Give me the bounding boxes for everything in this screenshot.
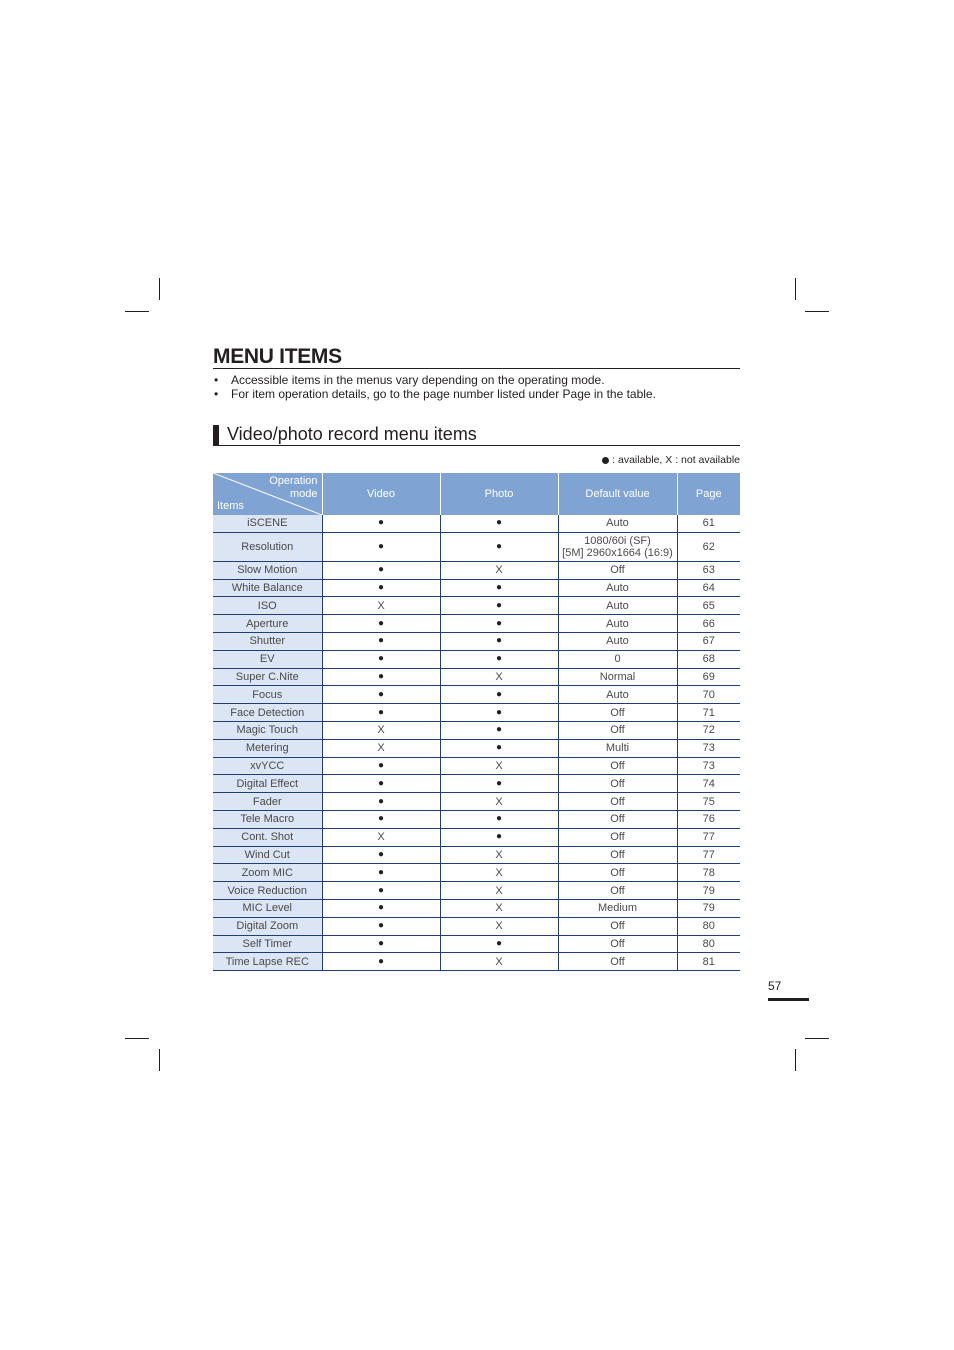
- page-cell: 80: [677, 935, 740, 953]
- page-cell: 79: [677, 882, 740, 900]
- photo-cell: X: [440, 561, 558, 579]
- photo-cell: X: [440, 882, 558, 900]
- video-cell: ●: [322, 846, 440, 864]
- table-body: [213, 515, 740, 971]
- header-default-value: Default value: [558, 473, 677, 515]
- item-cell: White Balance: [213, 579, 322, 597]
- page-cell: 74: [677, 775, 740, 793]
- table-row: [213, 935, 740, 953]
- default-value-cell: Auto: [558, 615, 677, 633]
- page-cell: 72: [677, 721, 740, 739]
- photo-cell: ●: [440, 579, 558, 597]
- table-row: [213, 704, 740, 722]
- page-cell: 65: [677, 597, 740, 615]
- default-value-cell: Auto: [558, 515, 677, 532]
- default-value-line: [5M] 2960x1664 (16:9): [562, 546, 673, 559]
- table-row: [213, 561, 740, 579]
- table-row: [213, 757, 740, 775]
- photo-cell: ●: [440, 615, 558, 633]
- bullet-icon: •: [214, 387, 219, 401]
- page-cell: 69: [677, 668, 740, 686]
- crop-mark: [795, 278, 796, 300]
- default-value-cell: Off: [558, 793, 677, 811]
- table-row: [213, 597, 740, 615]
- table-row: [213, 899, 740, 917]
- table-row: [213, 515, 740, 532]
- crop-mark: [125, 311, 149, 312]
- video-cell: ●: [322, 704, 440, 722]
- header-operation: Operation: [269, 475, 318, 487]
- page-cell: 73: [677, 739, 740, 757]
- table-row: [213, 650, 740, 668]
- crop-mark: [805, 311, 829, 312]
- video-cell: ●: [322, 917, 440, 935]
- header-page: Page: [677, 473, 740, 515]
- menu-items-table: [213, 473, 740, 971]
- item-cell: Aperture: [213, 615, 322, 633]
- header-items-mode: [213, 473, 322, 515]
- default-value-cell: Auto: [558, 579, 677, 597]
- video-cell: X: [322, 739, 440, 757]
- photo-cell: ●: [440, 532, 558, 561]
- default-value-cell: Off: [558, 810, 677, 828]
- video-cell: ●: [322, 579, 440, 597]
- page-cell: 76: [677, 810, 740, 828]
- crop-mark: [159, 278, 160, 300]
- video-cell: ●: [322, 775, 440, 793]
- photo-cell: ●: [440, 775, 558, 793]
- video-cell: ●: [322, 864, 440, 882]
- page-cell: 80: [677, 917, 740, 935]
- video-cell: ●: [322, 757, 440, 775]
- table-row: [213, 953, 740, 971]
- item-cell: Zoom MIC: [213, 864, 322, 882]
- filled-circle-icon: [602, 457, 609, 464]
- photo-cell: X: [440, 864, 558, 882]
- page-cell: 73: [677, 757, 740, 775]
- default-value-cell: Normal: [558, 668, 677, 686]
- table-row: [213, 739, 740, 757]
- table-row: [213, 810, 740, 828]
- item-cell: Face Detection: [213, 704, 322, 722]
- header-video: Video: [322, 473, 440, 515]
- table-row: [213, 864, 740, 882]
- item-cell: iSCENE: [213, 515, 322, 532]
- photo-cell: X: [440, 793, 558, 811]
- item-cell: Magic Touch: [213, 721, 322, 739]
- page-cell: 77: [677, 846, 740, 864]
- section-bar: [213, 425, 219, 445]
- photo-cell: ●: [440, 597, 558, 615]
- item-cell: EV: [213, 650, 322, 668]
- photo-cell: ●: [440, 686, 558, 704]
- photo-cell: ●: [440, 935, 558, 953]
- header-mode: mode: [289, 488, 318, 500]
- default-value-cell: Off: [558, 953, 677, 971]
- default-value-cell: [558, 532, 677, 561]
- video-cell: X: [322, 721, 440, 739]
- item-cell: Tele Macro: [213, 810, 322, 828]
- photo-cell: X: [440, 917, 558, 935]
- table-row: [213, 615, 740, 633]
- legend-text: : available, X : not available: [612, 454, 740, 466]
- table-row: [213, 579, 740, 597]
- default-value-cell: Off: [558, 864, 677, 882]
- item-cell: Digital Effect: [213, 775, 322, 793]
- video-cell: ●: [322, 899, 440, 917]
- table-header-row: [213, 473, 740, 515]
- default-value-cell: Off: [558, 757, 677, 775]
- bullet-text: Accessible items in the menus vary depending on the operating mode.: [231, 373, 605, 387]
- table-row: [213, 668, 740, 686]
- default-value-line: 1080/60i (SF): [584, 534, 651, 547]
- default-value-cell: Auto: [558, 632, 677, 650]
- page-number-bar: [768, 998, 809, 1001]
- list-item: [213, 373, 773, 387]
- page-cell: 67: [677, 632, 740, 650]
- photo-cell: ●: [440, 721, 558, 739]
- video-cell: ●: [322, 882, 440, 900]
- photo-cell: X: [440, 757, 558, 775]
- page-cell: 71: [677, 704, 740, 722]
- list-item: [213, 387, 773, 401]
- video-cell: ●: [322, 632, 440, 650]
- photo-cell: ●: [440, 515, 558, 532]
- photo-cell: ●: [440, 828, 558, 846]
- default-value-cell: Off: [558, 935, 677, 953]
- default-value-cell: Medium: [558, 899, 677, 917]
- page-cell: 68: [677, 650, 740, 668]
- table-row: [213, 828, 740, 846]
- video-cell: ●: [322, 793, 440, 811]
- default-value-cell: Off: [558, 721, 677, 739]
- photo-cell: ●: [440, 632, 558, 650]
- video-cell: X: [322, 597, 440, 615]
- page-cell: 64: [677, 579, 740, 597]
- section-heading: [213, 424, 740, 446]
- page-cell: 61: [677, 515, 740, 532]
- default-value-cell: Off: [558, 704, 677, 722]
- item-cell: Super C.Nite: [213, 668, 322, 686]
- table-row: [213, 721, 740, 739]
- photo-cell: X: [440, 899, 558, 917]
- crop-mark: [795, 1049, 796, 1071]
- video-cell: ●: [322, 935, 440, 953]
- page-cell: 63: [677, 561, 740, 579]
- default-value-cell: Off: [558, 846, 677, 864]
- page-cell: 75: [677, 793, 740, 811]
- table-row: [213, 846, 740, 864]
- bullet-list: [213, 373, 773, 401]
- default-value-cell: Auto: [558, 597, 677, 615]
- item-cell: Voice Reduction: [213, 882, 322, 900]
- video-cell: ●: [322, 810, 440, 828]
- crop-mark: [159, 1049, 160, 1071]
- default-value-cell: 0: [558, 650, 677, 668]
- default-value-cell: Auto: [558, 686, 677, 704]
- item-cell: Time Lapse REC: [213, 953, 322, 971]
- table-row: [213, 917, 740, 935]
- item-cell: Wind Cut: [213, 846, 322, 864]
- item-cell: Focus: [213, 686, 322, 704]
- default-value-cell: Off: [558, 561, 677, 579]
- default-value-cell: Off: [558, 828, 677, 846]
- video-cell: ●: [322, 615, 440, 633]
- bullet-text: For item operation details, go to the page number listed under Page in the table.: [231, 387, 656, 401]
- page-cell: 77: [677, 828, 740, 846]
- item-cell: xvYCC: [213, 757, 322, 775]
- legend: [440, 454, 740, 466]
- item-cell: Fader: [213, 793, 322, 811]
- page-cell: 81: [677, 953, 740, 971]
- video-cell: ●: [322, 686, 440, 704]
- default-value-cell: Off: [558, 775, 677, 793]
- page-cell: 70: [677, 686, 740, 704]
- item-cell: Metering: [213, 739, 322, 757]
- photo-cell: X: [440, 668, 558, 686]
- bullet-icon: •: [214, 373, 219, 387]
- table-row: [213, 632, 740, 650]
- video-cell: ●: [322, 953, 440, 971]
- video-cell: ●: [322, 650, 440, 668]
- table-row: [213, 686, 740, 704]
- table-row: [213, 882, 740, 900]
- table-row: [213, 775, 740, 793]
- page-cell: 78: [677, 864, 740, 882]
- video-cell: X: [322, 828, 440, 846]
- video-cell: ●: [322, 515, 440, 532]
- page-number: 57: [768, 979, 782, 993]
- photo-cell: ●: [440, 810, 558, 828]
- item-cell: Cont. Shot: [213, 828, 322, 846]
- item-cell: MIC Level: [213, 899, 322, 917]
- page-title: MENU ITEMS: [213, 345, 740, 369]
- video-cell: ●: [322, 532, 440, 561]
- default-value-cell: Off: [558, 882, 677, 900]
- video-cell: ●: [322, 561, 440, 579]
- photo-cell: X: [440, 953, 558, 971]
- photo-cell: X: [440, 846, 558, 864]
- header-items: Items: [217, 500, 244, 512]
- video-cell: ●: [322, 668, 440, 686]
- crop-mark: [805, 1038, 829, 1039]
- photo-cell: ●: [440, 650, 558, 668]
- page-cell: 62: [677, 532, 740, 561]
- item-cell: Resolution: [213, 532, 322, 561]
- header-photo: Photo: [440, 473, 558, 515]
- item-cell: ISO: [213, 597, 322, 615]
- table-row: [213, 532, 740, 561]
- default-value-cell: Multi: [558, 739, 677, 757]
- page-cell: 79: [677, 899, 740, 917]
- item-cell: Digital Zoom: [213, 917, 322, 935]
- table-row: [213, 793, 740, 811]
- page-cell: 66: [677, 615, 740, 633]
- item-cell: Slow Motion: [213, 561, 322, 579]
- section-title: Video/photo record menu items: [227, 424, 477, 444]
- item-cell: Self Timer: [213, 935, 322, 953]
- photo-cell: ●: [440, 739, 558, 757]
- default-value-cell: Off: [558, 917, 677, 935]
- crop-mark: [125, 1038, 149, 1039]
- photo-cell: ●: [440, 704, 558, 722]
- item-cell: Shutter: [213, 632, 322, 650]
